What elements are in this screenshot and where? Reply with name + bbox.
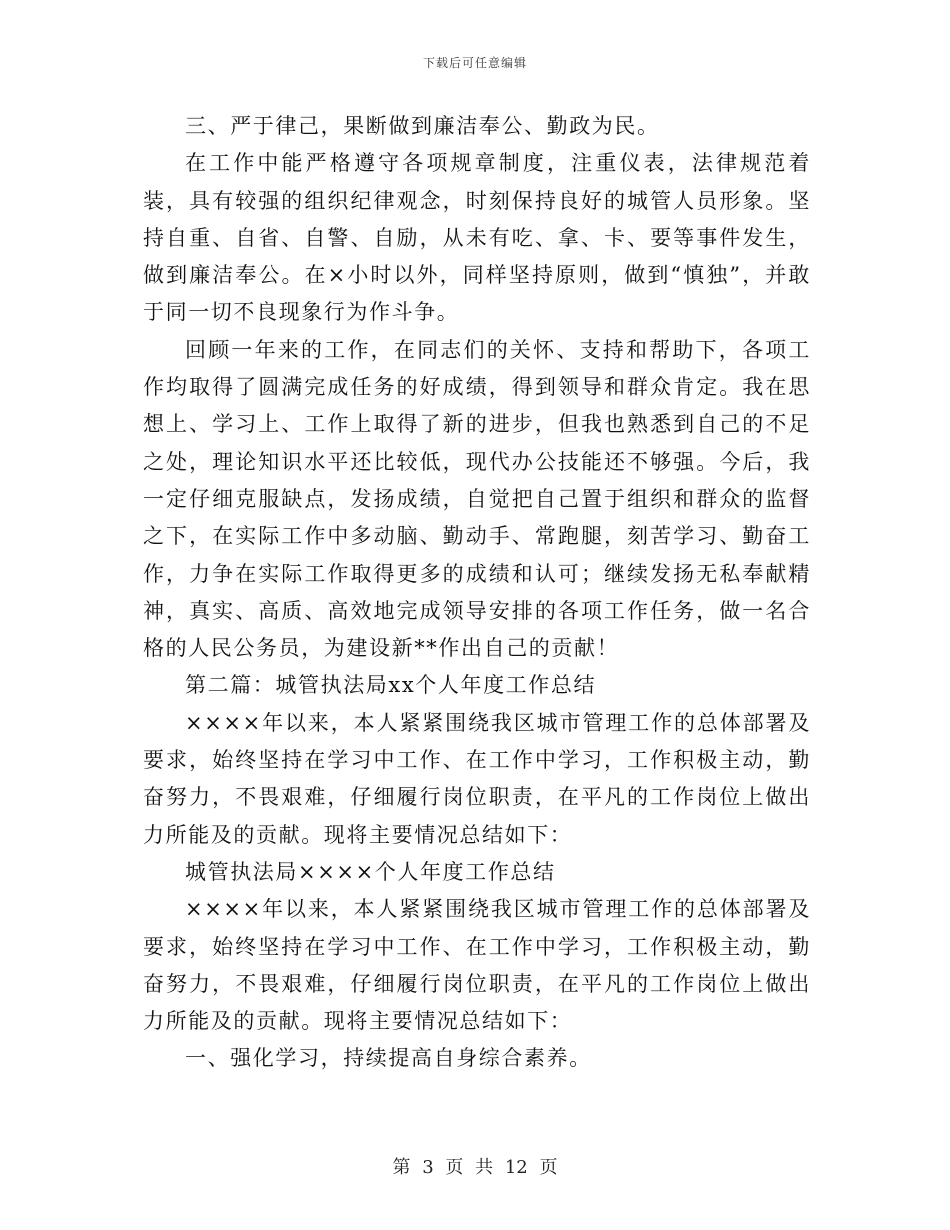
paragraph-section-one-heading: 一、强化学习，持续提高自身综合素养。 [185,1046,592,1071]
paragraph-intro: ××××年以来，本人紧紧围绕我区城市管理工作的总体部署及要求，始终坚持在学习中工作、在工作中学习，工作积极主动，勤奋努力，不畏艰难，仔细履行岗位职责，在平凡的工作岗位上做出力所能及的贡献。现将主要情况总结如下： [143,710,811,847]
paragraph-review: 回顾一年来的工作，在同志们的关怀、支持和帮助下，各项工作均取得了圆满完成任务的好成绩，得到领导和群众肯定。我在思想上、学习上、工作上取得了新的进步，但我也熟悉到自己的不足之处，理论知识水平还比较低，现代办公技能还不够强。今后，我一定仔细克服缺点，发扬成绩，自觉把自己置于组织和群众的监督之下，在实际工作中多动脑、勤动手、常跑腿，刻苦学习、勤奋工作，力争在实际工作取得更多的成绩和认可；继续发扬无私奉献精神，真实、高质、高效地完成领导安排的各项工作任务，做一名合格的人民公务员，为建设新**作出自己的贡献！ [143,337,811,661]
document-body [143,108,811,1078]
paragraph-part-two-title: 第二篇：城管执法局xx个人年度工作总结 [185,673,597,698]
page-footer: 第 3 页 共 12 页 [392,1157,558,1178]
paragraph-intro-repeat: ××××年以来，本人紧紧围绕我区城市管理工作的总体部署及要求，始终坚持在学习中工作、在工作中学习，工作积极主动，勤奋努力，不畏艰难，仔细履行岗位职责，在平凡的工作岗位上做出力所能及的贡献。现将主要情况总结如下： [143,897,811,1034]
page-header: 下载后可任意编辑 [422,56,527,70]
paragraph-section-three-heading: 三、严于律己，果断做到廉洁奉公、勤政为民。 [185,114,660,138]
paragraph-discipline: 在工作中能严格遵守各项规章制度，注重仪表，法律规范着装，具有较强的组织纪律观念，时刻保持良好的城管人员形象。坚持自重、自省、自警、自励，从未有吃、拿、卡、要等事件发生，做到廉洁奉公。在×小时以外，同样坚持原则，做到“慎独”，并敢于同一切不良现象行为作斗争。 [143,151,811,325]
paragraph-summary-title: 城管执法局××××个人年度工作总结 [185,859,556,884]
